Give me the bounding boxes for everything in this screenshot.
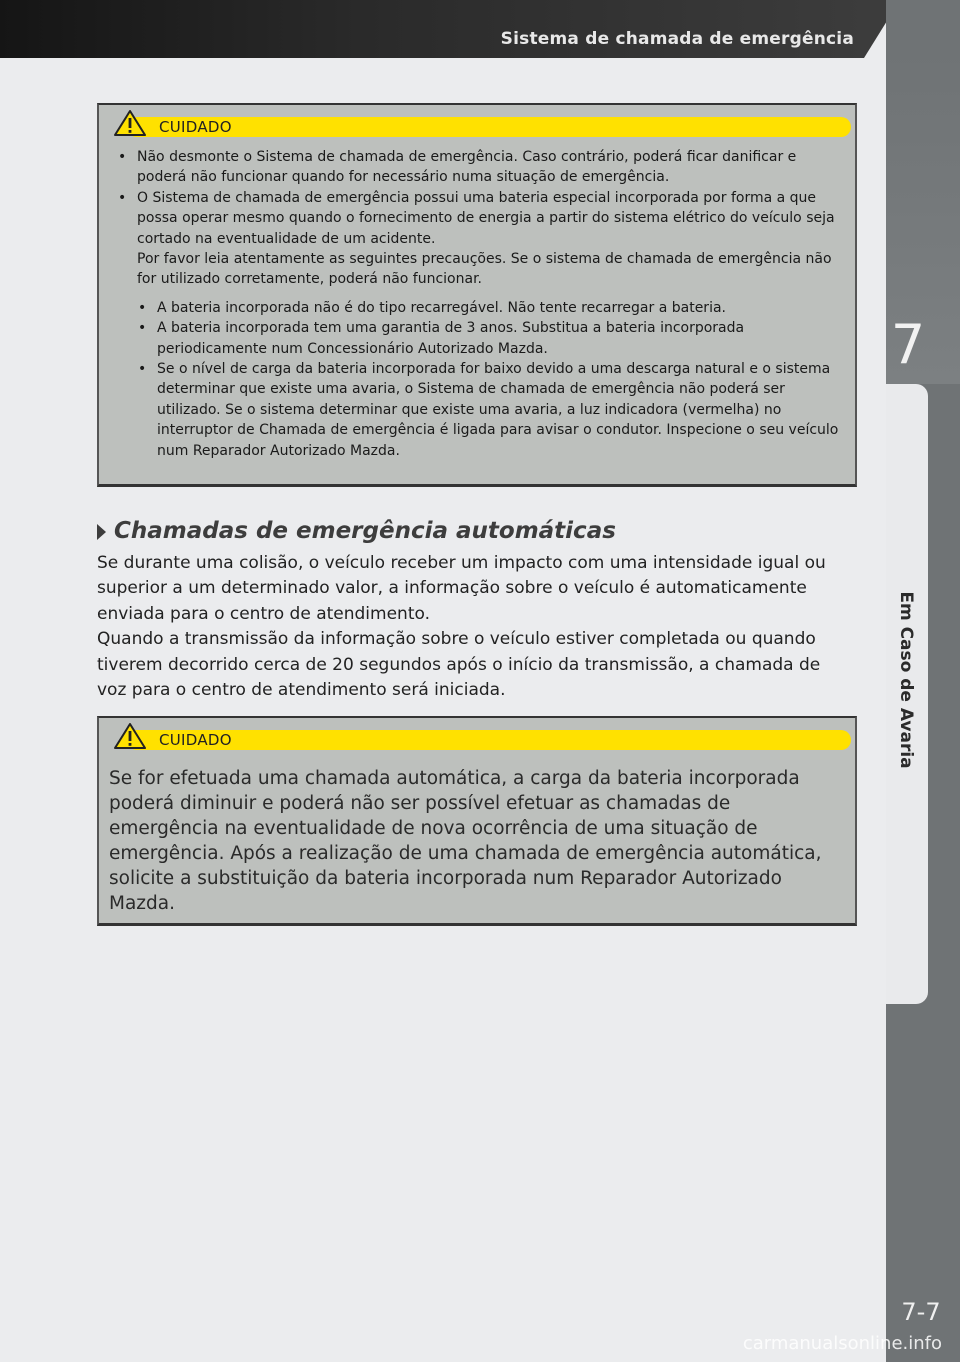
caution-note: Por favor leia atentamente as seguintes precauções. Se o sistema de chamada de emergência não for utilizado corretamente, poderá não funcionar. xyxy=(137,251,832,288)
chapter-name: Em Caso de Avaria xyxy=(896,591,916,769)
chapter-number: 7 xyxy=(890,313,926,376)
caution-box-2 xyxy=(97,716,857,926)
list-item: • A bateria incorporada tem uma garantia de 3 anos. Substitua a bateria incorporada periodicamente num Concessionário Autorizado Mazda. xyxy=(135,318,843,359)
paragraph: Se durante uma colisão, o veículo receber um impacto com uma intensidade igual ou superior a um determinado valor, a informação sobre o veículo é automaticamente enviada para o centro de atendimento. xyxy=(97,553,826,624)
list-item: • Se o nível de carga da bateria incorporada for baixo devido a uma descarga natural e o sistema determinar que existe uma avaria, o Sistema de chamada de emergência não poderá ser utilizado. Se o sistema determinar que existe uma avaria, a luz indicadora (vermelha) no interruptor de Chamada de emergência é ligada para avisar o condutor. Inspecione o seu veículo num Reparador Autorizado Mazda. xyxy=(135,359,843,461)
caution-box-1 xyxy=(97,103,857,487)
warning-triangle-icon xyxy=(113,722,147,750)
caution-label: CUIDADO xyxy=(159,731,232,749)
warning-triangle-icon xyxy=(113,109,147,137)
section-body xyxy=(97,551,837,703)
caution-header xyxy=(113,728,851,752)
list-item: • A bateria incorporada não é do tipo recarregável. Não tente recarregar a bateria. xyxy=(135,298,843,318)
page-header-title: Sistema de chamada de emergência xyxy=(500,29,854,49)
caution-header xyxy=(113,115,851,139)
paragraph: Quando a transmissão da informação sobre o veículo estiver completada ou quando tiverem decorrido cerca de 20 segundos após o início da transmissão, a chamada de voz para o centro de atendimento será iniciada. xyxy=(97,629,821,701)
caution-list xyxy=(115,147,843,249)
watermark: carmanualsonline.info xyxy=(742,1333,942,1354)
caution-label: CUIDADO xyxy=(159,118,232,136)
page-number: 7-7 xyxy=(901,1298,941,1326)
list-item: • Não desmonte o Sistema de chamada de emergência. Caso contrário, poderá ficar danificar e poderá não funcionar quando for necessário numa situação de emergência. xyxy=(115,147,843,188)
list-item: • O Sistema de chamada de emergência possui uma bateria especial incorporada por forma a que possa operar mesmo quando o fornecimento de energia a partir do sistema elétrico do veículo seja cortado na eventualidade de um acidente. xyxy=(115,188,843,249)
section-title-text: Chamadas de emergência automáticas xyxy=(114,518,616,544)
caution-sublist xyxy=(115,298,843,461)
caution-text: Se for efetuada uma chamada automática, a carga da bateria incorporada poderá diminuir e poderá não ser possível efetuar as chamadas de emergência na eventualidade de nova ocorrência de uma situação de emergência. Após a realização de uma chamada de emergência automática, solicite a substituição da bateria incorporada num Reparador Autorizado Mazda. xyxy=(109,768,822,914)
section-marker-icon xyxy=(97,524,106,540)
section-title xyxy=(97,518,616,544)
caution-bar xyxy=(127,117,851,137)
caution-bar xyxy=(127,730,851,750)
